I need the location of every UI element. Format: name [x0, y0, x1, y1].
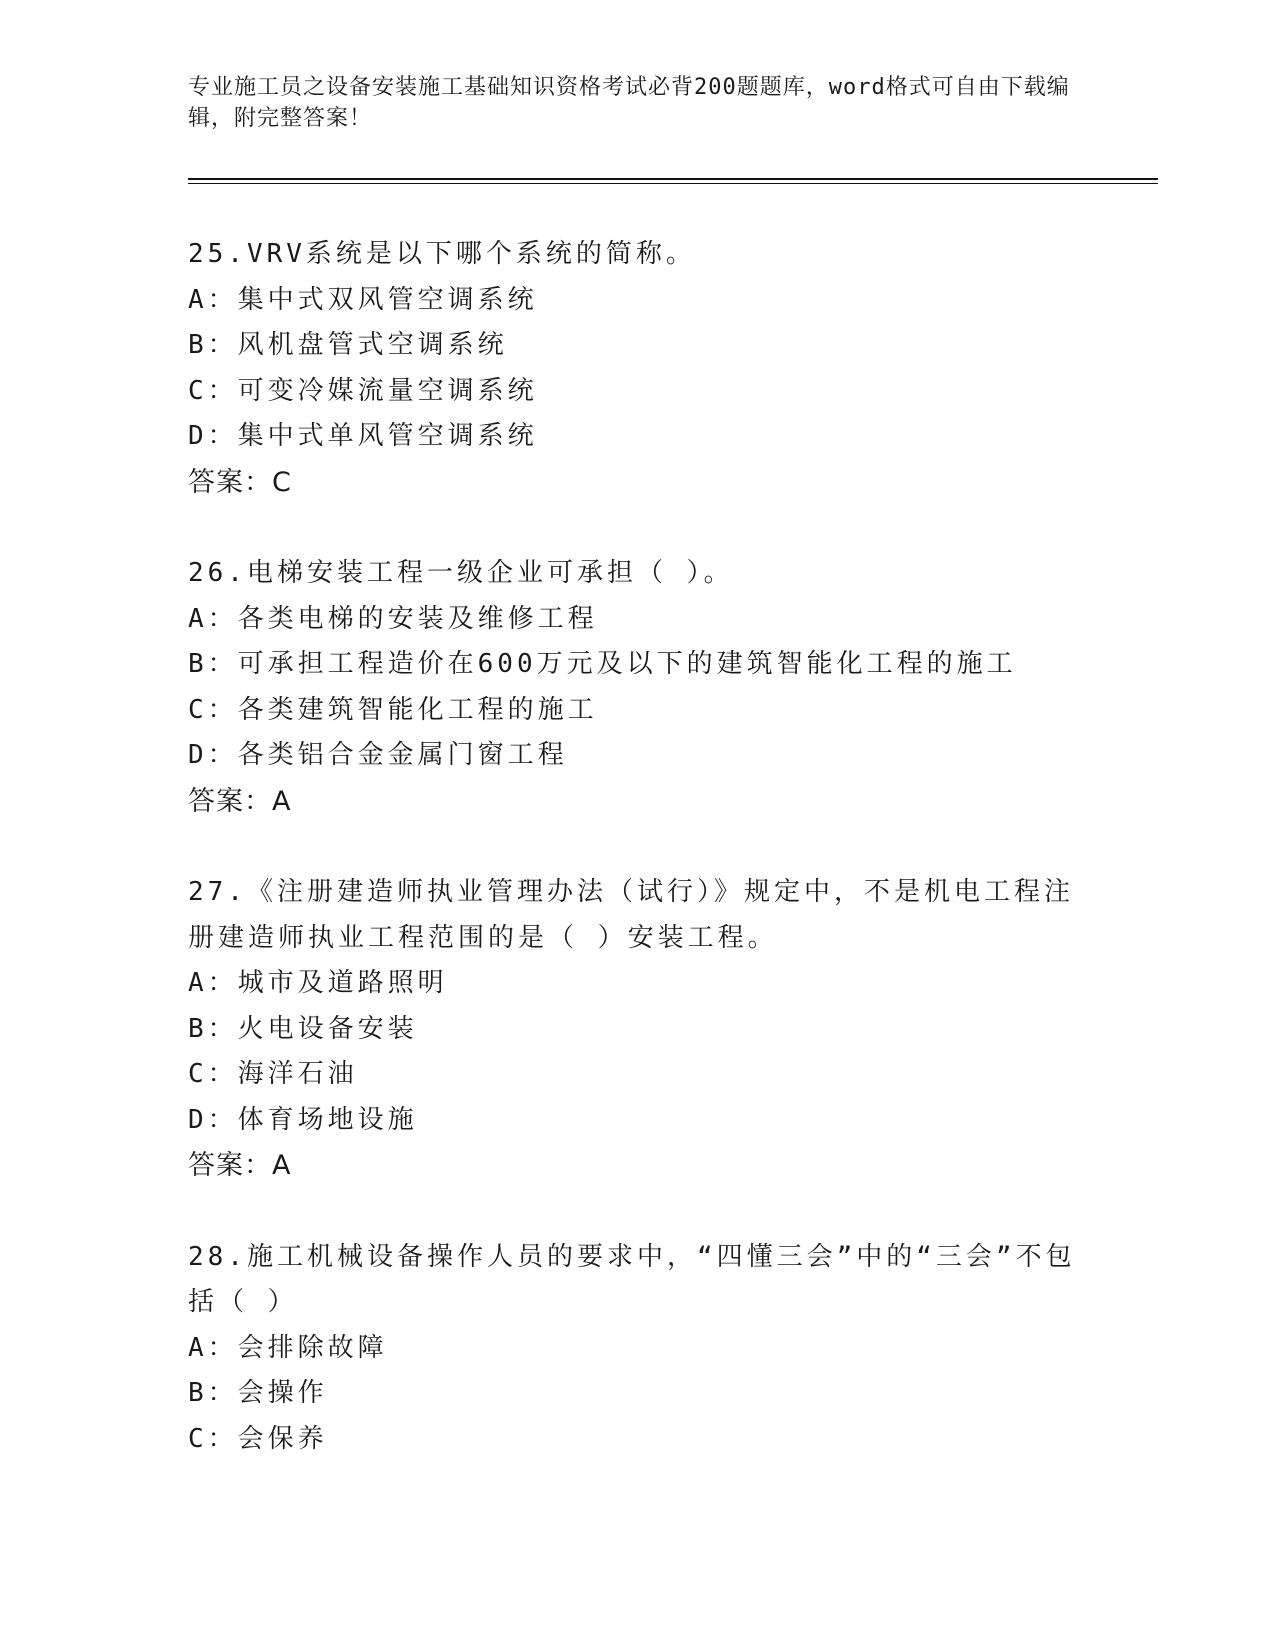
- option-label: B：: [188, 1013, 238, 1044]
- option-label: B：: [188, 649, 238, 679]
- question-25: [188, 232, 1088, 505]
- option-d: [188, 733, 1088, 779]
- option-label: A：: [188, 603, 238, 634]
- option-text: 各类铝合金金属门窗工程: [237, 740, 568, 770]
- option-b: [188, 323, 1088, 369]
- option-text: 城市及道路照明: [237, 968, 448, 998]
- option-text: 海洋石油: [237, 1059, 358, 1089]
- option-text: 可变冷媒流量空调系统: [237, 375, 538, 406]
- option-c: [188, 369, 1088, 415]
- question-28: [188, 1235, 1088, 1463]
- option-text: 会排除故障: [237, 1332, 388, 1363]
- option-a: [188, 597, 1088, 643]
- option-c: [188, 1417, 1088, 1463]
- option-text: 风机盘管式空调系统: [237, 330, 508, 360]
- question-stem: 25.VRV系统是以下哪个系统的简称。: [188, 239, 696, 269]
- option-label: D：: [188, 421, 238, 451]
- option-label: D：: [188, 740, 238, 770]
- option-a: [188, 1326, 1088, 1372]
- option-label: C：: [188, 694, 238, 725]
- header-text: 专业施工员之设备安装施工基础知识资格考试必背200题题库，word格式可自由下载编辑，附完整答案！: [188, 75, 1070, 131]
- header-divider-thick: [188, 178, 1158, 180]
- question-27: [188, 870, 1088, 1189]
- option-label: A：: [188, 284, 238, 315]
- answer-line: 答案：C: [188, 466, 292, 498]
- question-stem: 27.《注册建造师执业管理办法（试行）》规定中，不是机电工程注册建造师执业工程范围的是（ ）安装工程。: [188, 877, 1074, 953]
- option-text: 会保养: [237, 1423, 328, 1454]
- option-d: [188, 1098, 1088, 1144]
- question-list: [188, 232, 1088, 1508]
- option-c: [188, 688, 1088, 734]
- option-c: [188, 1052, 1088, 1098]
- option-text: 体育场地设施: [237, 1104, 418, 1135]
- document-header: [188, 72, 1088, 134]
- option-label: A：: [188, 1332, 238, 1363]
- option-label: B：: [188, 1378, 238, 1408]
- option-b: [188, 642, 1088, 688]
- option-text: 各类建筑智能化工程的施工: [237, 694, 598, 725]
- header-divider-thin: [188, 183, 1158, 184]
- question-stem: 26.电梯安装工程一级企业可承担（ ）。: [188, 558, 734, 588]
- option-label: C：: [188, 1059, 238, 1089]
- option-text: 集中式双风管空调系统: [237, 284, 538, 315]
- answer-line: 答案：A: [188, 785, 292, 817]
- option-a: [188, 278, 1088, 324]
- option-text: 可承担工程造价在600万元及以下的建筑智能化工程的施工: [237, 649, 1017, 679]
- question-26: [188, 551, 1088, 824]
- option-label: C：: [188, 1423, 238, 1454]
- option-text: 集中式单风管空调系统: [237, 421, 538, 451]
- option-text: 火电设备安装: [237, 1013, 418, 1044]
- option-label: B：: [188, 330, 238, 360]
- option-b: [188, 1371, 1088, 1417]
- option-d: [188, 414, 1088, 460]
- option-label: D：: [188, 1104, 238, 1135]
- question-stem: 28.施工机械设备操作人员的要求中，“四懂三会”中的“三会”不包括（ ）: [188, 1241, 1076, 1317]
- answer-line: 答案：A: [188, 1150, 292, 1181]
- option-text: 会操作: [237, 1378, 328, 1408]
- option-a: [188, 961, 1088, 1007]
- option-text: 各类电梯的安装及维修工程: [237, 603, 598, 634]
- option-label: A：: [188, 968, 238, 998]
- option-label: C：: [188, 375, 238, 406]
- option-b: [188, 1007, 1088, 1053]
